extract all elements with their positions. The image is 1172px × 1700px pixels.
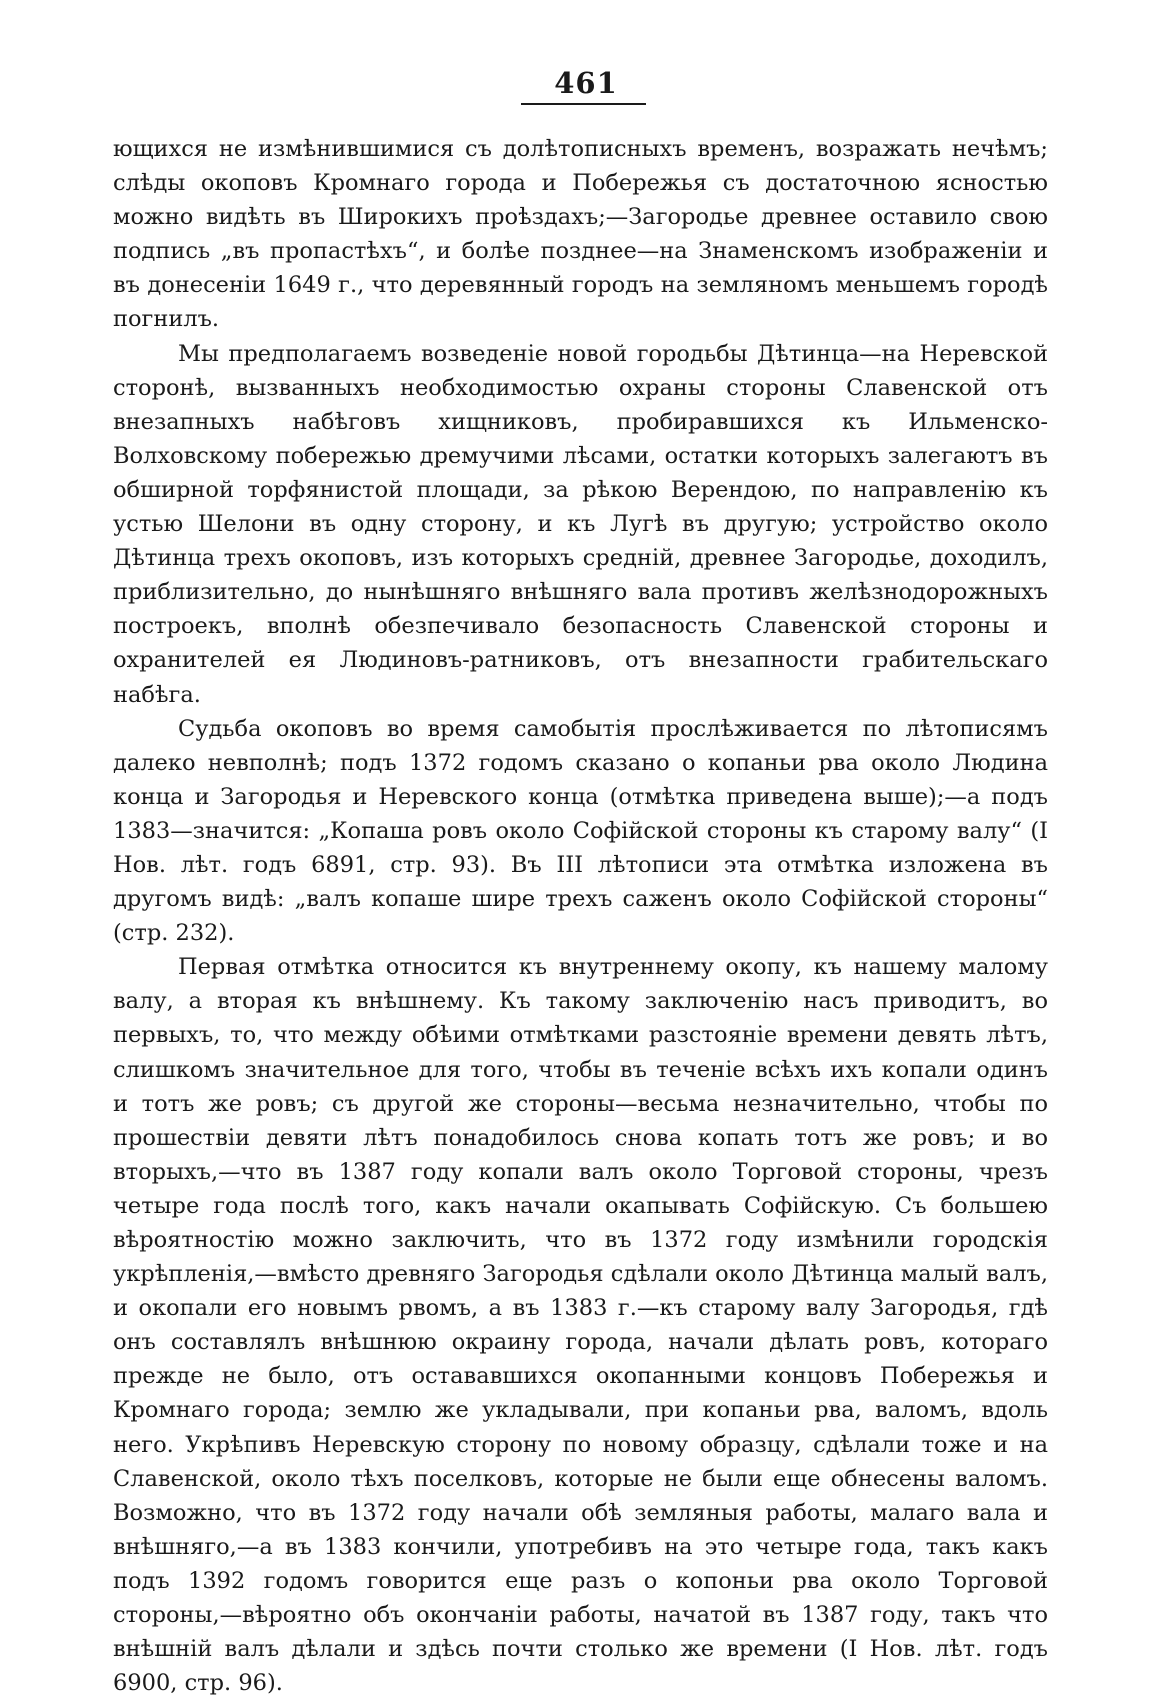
paragraph-continued: ющихся не измѣнившимися съ долѣтописныхъ временъ, возражать нечѣмъ; слѣды окоповъ Кромнаго города и Побережья съ достаточною ясностью можно видѣть въ Широкихъ проѣздахъ;—Загородье древнее оставило свою подпись „въ пропастѣхъ“, и болѣе позднее—на Знаменскомъ изображенiи и въ донесенiи 1649 г., что деревянный городъ на земляномъ меньшемъ городѣ погнилъ. [113,136,1048,333]
paragraph: Первая отмѣтка относится къ внутреннему окопу, къ нашему малому валу, а вторая къ внѣшнему. Къ такому заключенiю насъ приводитъ, во первыхъ, то, что между обѣими отмѣтками разстоянiе времени девять лѣтъ, слишкомъ значительное для того, чтобы въ теченiе всѣхъ ихъ копали одинъ и тотъ же ровъ; съ другой же стороны—весьма незначительно, чтобы по прошествiи девяти лѣтъ понадобилось снова копать тотъ же ровъ; и во вторыхъ,—что въ 1387 году копали валъ около Торговой стороны, чрезъ четыре года послѣ того, какъ начали окапывать Софiйскую. Съ большею вѣроятностiю можно заключить, что въ 1372 году измѣнили городскiя укрѣпленiя,—вмѣсто древняго Загородья сдѣлали около Дѣтинца малый валъ, и окопали его новымъ рвомъ, а въ 1383 г.—къ старому валу Загородья, гдѣ онъ составлялъ внѣшнюю окраину города, начали дѣлать ровъ, котораго прежде не было, отъ остававшихся окопанными концовъ Побережья и Кромнаго города; землю же укладывали, при копаньи рва, валомъ, вдоль него. Укрѣпивъ Неревскую сторону по новому образцу, сдѣлали тоже и на Славенской, около тѣхъ поселковъ, которые не были еще обнесены валомъ. Возможно, что въ 1372 году начали обѣ земляныя работы, малаго вала и внѣшняго,—а въ 1383 кончили, употребивъ на это четыре года, такъ какъ подъ 1392 годомъ говорится еще разъ о копоньи рва около Торговой стороны,—вѣроятно объ окончанiи работы, начатой въ 1387 году, такъ что внѣшнiй валъ дѣлали и здѣсь почти столько же времени (I Нов. лѣт. годъ 6900, стр. 96). [113,954,1048,1697]
page-number-rule [521,103,646,105]
paragraph: Мы предполагаемъ возведенiе новой городьбы Дѣтинца—на Неревской сторонѣ, вызванныхъ необходимостью охраны стороны Славенской отъ внезапныхъ набѣговъ хищниковъ, пробиравшихся къ Ильменско-Волховскому побережью дремучими лѣсами, остатки которыхъ залегаютъ въ обширной торфянистой площади, за рѣкою Верендою, по направленiю къ устью Шелони въ одну сторону, и къ Лугѣ въ другую; устройство около Дѣтинца трехъ окоповъ, изъ которыхъ средній, древнее Загородье, доходилъ, приблизительно, до нынѣшняго внѣшняго вала противъ желѣзнодорожныхъ построекъ, вполнѣ обезпечивало безопасность Славенской стороны и охранителей ея Людиновъ-ратниковъ, отъ внезапности грабительскаго набѣга. [113,340,1048,708]
body-text [113,132,1048,1700]
page-number: 461 [554,66,618,100]
paragraph: Судьба окоповъ во время самобытiя прослѣживается по лѣтописямъ далеко невполнѣ; подъ 1372 годомъ сказано о копаньи рва около Людина конца и Загородья и Неревского конца (отмѣтка приведена выше);—а подъ 1383—значится: „Копаша ровъ около Софiйской стороны къ старому валу“ (I Нов. лѣт. годъ 6891, стр. 93). Въ III лѣтописи эта отмѣтка изложена въ другомъ видѣ: „валъ копаше шире трехъ саженъ около Софiйской стороны“ (стр. 232). [113,715,1048,947]
